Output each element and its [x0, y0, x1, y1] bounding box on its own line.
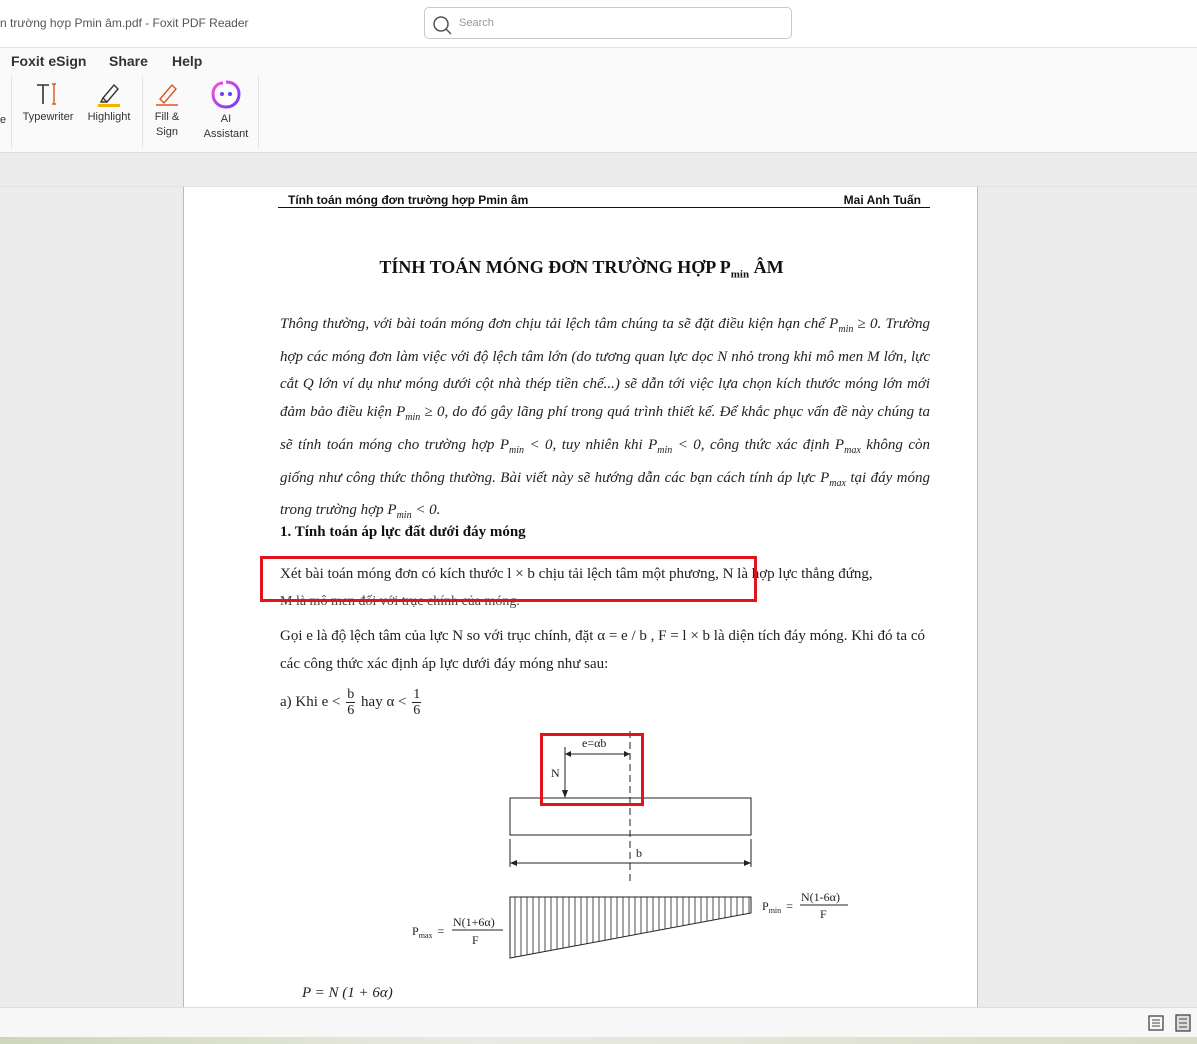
search-icon	[431, 14, 453, 36]
window-title: n trường hợp Pmin âm.pdf - Foxit PDF Reader	[0, 16, 249, 30]
ai-assistant-button[interactable]	[198, 74, 254, 149]
pdf-page[interactable]	[183, 187, 978, 1007]
highlight-box-text	[260, 556, 757, 602]
ai-label-2: Assistant	[203, 128, 249, 140]
search-placeholder[interactable]: Search	[459, 17, 494, 29]
header-rule	[278, 207, 930, 208]
menu-bar	[0, 48, 1197, 74]
pmax-formula-partial: P = N (1 + 6α)	[302, 985, 393, 1001]
fraction-b-6: $\frac{b}{6}$	[347, 687, 355, 718]
menu-share[interactable]: Share	[109, 53, 148, 69]
fill-sign-label-1: Fill &	[154, 111, 180, 123]
status-bar	[0, 1007, 1197, 1037]
highlight-label: Highlight	[87, 111, 131, 123]
page-header-right: Mai Anh Tuấn	[843, 193, 921, 207]
problem-statement-cont: M là mô men đối với trục chính của móng.	[280, 594, 520, 609]
pressure-hatching	[515, 897, 749, 957]
ai-label-1: AI	[220, 113, 232, 125]
cut-off-label: e	[0, 114, 7, 126]
typewriter-label: Typewriter	[22, 111, 74, 123]
typewriter-button[interactable]	[18, 74, 78, 149]
fraction-1-6: $\frac{1}{6}$	[413, 687, 421, 718]
highlight-button[interactable]	[82, 74, 136, 149]
eccentricity-label: e=αb	[582, 736, 607, 750]
fill-sign-label-2: Sign	[155, 126, 179, 138]
continuous-view-icon[interactable]	[1174, 1014, 1192, 1032]
menu-help[interactable]: Help	[172, 53, 203, 69]
pmax-denominator: F	[472, 933, 479, 947]
pmin-denominator: F	[820, 907, 827, 921]
problem-statement: Xét bài toán móng đơn có kích thước l × b chịu tải lệch tâm một phương, N là hợp lực thẳng đứng,	[280, 566, 873, 582]
ribbon-toolbar	[0, 74, 1197, 153]
taskbar-strip	[0, 1037, 1197, 1044]
eccentricity-paragraph: Gọi e là độ lệch tâm của lực N so với trục chính, đặt α = e / b , F = l × b là diện tích đáy móng. Khi đó ta có các công thức xác định áp lực dưới đáy móng như sau:	[280, 628, 925, 672]
force-n-label: N	[551, 766, 560, 780]
ai-assistant-icon	[211, 80, 241, 110]
pmax-label: $P_{max}$ =	[412, 924, 445, 940]
search-box[interactable]	[424, 7, 792, 39]
page-header-left: Tính toán móng đơn trường hợp Pmin âm	[288, 193, 529, 207]
highlight-icon	[95, 80, 123, 108]
ribbon-separator	[258, 76, 259, 148]
document-title: TÍNH TOÁN MÓNG ĐƠN TRƯỜNG HỢP $P_{min}$ ÂM	[379, 257, 784, 281]
pmin-numerator: N(1-6α)	[801, 890, 840, 904]
tab-strip	[0, 153, 1197, 187]
typewriter-icon	[34, 80, 62, 108]
width-b-label: b	[636, 846, 642, 860]
single-page-view-icon[interactable]	[1147, 1014, 1165, 1032]
pmax-numerator: N(1+6α)	[453, 915, 495, 929]
section-heading: 1. Tính toán áp lực đất dưới đáy móng	[280, 524, 526, 540]
intro-paragraph: Thông thường, với bài toán móng đơn chịu tải lệch tâm chúng ta sẽ đặt điều kiện hạn chế $P_{min} \ge 0$. Trường hợp các móng đơn làm việc với độ lệch tâm lớn (do tương quan lực dọc N nhỏ trong khi mô men M lớn, lực cắt Q lớn ví dụ như móng dưới cột nhà thép tiền chế...) sẽ dẫn tới việc lựa chọn kích thước móng lớn mới đảm bảo điều kiện $P_{min} \ge 0$, do đó gây lãng phí trong quá trình thiết kế. Để khắc phục vấn đề này chúng ta sẽ tính toán móng cho trường hợp $P_{min} < 0$, tuy nhiên khi $P_{min} < 0$, công thức xác định $P_{max}$ không còn giống như công thức thông thường. Bài viết này sẽ hướng dẫn các bạn cách tính áp lực $P_{max}$ tại đáy móng trong trường hợp $P_{min} < 0$.	[280, 316, 930, 522]
fill-sign-button[interactable]	[148, 74, 186, 149]
fill-sign-icon	[153, 80, 181, 108]
highlight-box-diagram	[540, 733, 644, 806]
menu-foxit-esign[interactable]: Foxit eSign	[11, 53, 87, 69]
ribbon-separator	[142, 76, 143, 148]
case-a-condition: a) Khi e < $\frac{b}{6}$ hay α < $\frac{1}{6}$	[280, 687, 421, 718]
pmin-label: $P_{min}$ =	[762, 899, 793, 915]
title-bar	[0, 0, 1197, 48]
ribbon-separator	[11, 76, 12, 148]
